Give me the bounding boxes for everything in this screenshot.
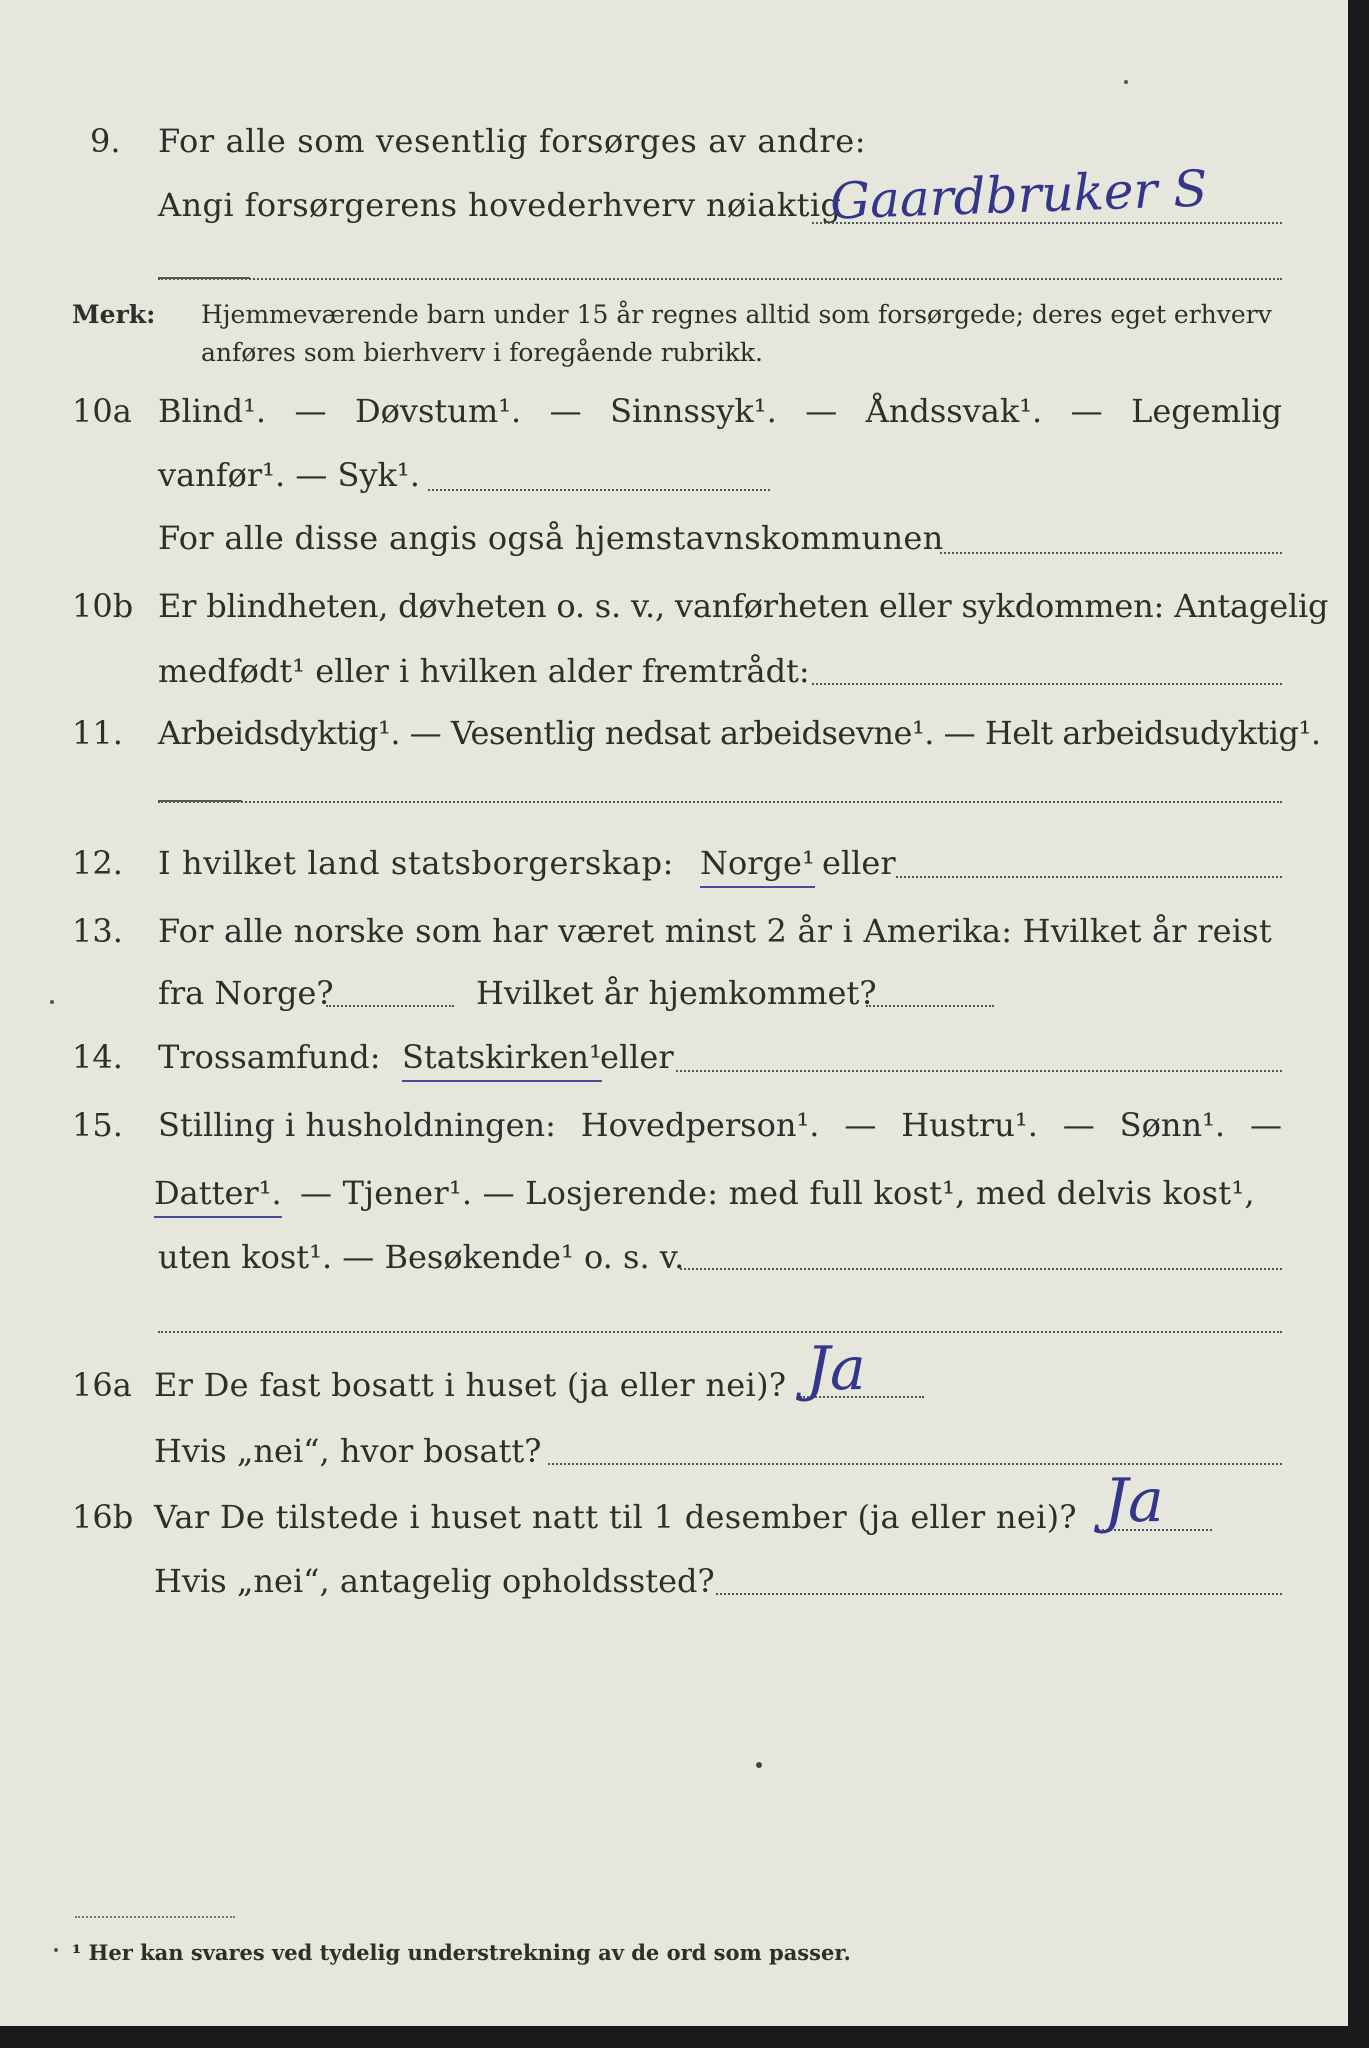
q12-number: 12. — [72, 844, 123, 882]
q11-text-line1: Arbeidsdyktig¹. — Vesentlig nedsat arbeidsevne¹. — Helt arbeidsudyktig¹. — [158, 714, 1321, 752]
footnote-separator — [75, 1916, 235, 1918]
q11-line1 — [0, 710, 1348, 756]
merk-body — [201, 296, 1281, 372]
q13-text-line1: For alle norske som har været minst 2 år i Amerika: Hvilket år reist — [158, 912, 1272, 950]
q13-line2 — [0, 970, 1348, 1016]
q10b-alder-line — [812, 683, 1282, 685]
q15-underlined: Datter¹. — [154, 1170, 282, 1218]
q15-dash-2: — — [1062, 1106, 1095, 1144]
q16b-handwritten-answer: Ja — [1104, 1466, 1164, 1536]
q12-line1 — [0, 840, 1348, 886]
q14-answer-line — [676, 1070, 1282, 1072]
q14-number: 14. — [72, 1038, 123, 1076]
merk-line2: anføres som bierhverv i foregående rubrikk. — [201, 338, 763, 367]
q10a-line1 — [0, 388, 1348, 434]
q12-prefix: I hvilket land statsborgerskap: — [158, 844, 675, 882]
q13-line1 — [0, 908, 1348, 954]
q16b-number: 16b — [72, 1498, 134, 1536]
q16a-number: 16a — [72, 1366, 132, 1404]
q16a-text-line1: Er De fast bosatt i huset (ja eller nei)? — [154, 1366, 787, 1404]
q10a-number: 10a — [72, 392, 132, 430]
q10b-text-line1: Er blindheten, døvheten o. s. v., vanførheten eller sykdommen: Antagelig — [158, 587, 1329, 625]
q10a-dash-1: — — [294, 392, 327, 430]
q10a-line3 — [0, 515, 1348, 561]
q9-text-line2: Angi forsørgerens hovederhverv nøiaktig — [158, 186, 842, 224]
q10a-opt-3: Sinnssyk¹. — [610, 392, 777, 430]
q12-answer-line — [896, 876, 1282, 878]
q10a-opt-4: Åndssvak¹. — [865, 392, 1043, 430]
q15-answer-line — [680, 1268, 1282, 1270]
q9-extra-line — [158, 278, 1282, 280]
speck-mark — [1124, 80, 1128, 84]
speck-mark — [54, 1948, 58, 1952]
q11-extra-line-start — [158, 800, 242, 802]
q10a-syk-line — [428, 489, 770, 491]
q15-dash-3: — — [1249, 1106, 1282, 1144]
q15-text-line2: — Tjener¹. — Losjerende: med full kost¹, med delvis kost¹, — [300, 1174, 1255, 1212]
q12-suffix: eller — [822, 844, 896, 882]
q15-opt-1: Stilling i husholdningen: — [158, 1106, 556, 1144]
q10a-opt-2: Døvstum¹. — [354, 392, 522, 430]
q10a-options — [158, 388, 1282, 434]
q9-text-line1: For alle som vesentlig forsørges av andre: — [158, 122, 867, 160]
q9-line1 — [0, 118, 1348, 164]
speck-mark — [756, 1762, 762, 1768]
q10a-opt-5: Legemlig — [1131, 392, 1282, 430]
q14-underlined: Statskirken¹ — [402, 1034, 602, 1082]
q16a-bosatt-line — [548, 1463, 1282, 1465]
q16b-line2 — [0, 1558, 1348, 1604]
q10b-number: 10b — [72, 587, 134, 625]
q11-extra-line — [158, 801, 1282, 803]
q10b-line1 — [0, 583, 1348, 629]
q10a-dash-2: — — [549, 392, 582, 430]
q13-reist-line — [326, 1005, 454, 1007]
q13-text-line2b: Hvilket år hjemkommet? — [476, 974, 877, 1012]
q16b-text-line2: Hvis „nei“, antagelig opholdssted? — [154, 1562, 715, 1600]
q15-number: 15. — [72, 1106, 123, 1144]
merk-label: Merk: — [72, 300, 156, 329]
q13-number: 13. — [72, 912, 123, 950]
q10b-text-line2: medfødt¹ eller i hvilken alder fremtrådt: — [158, 652, 810, 690]
q10a-text-line2: vanfør¹. — Syk¹. — [158, 456, 420, 494]
q10a-text-line3: For alle disse angis også hjemstavnskommunen — [158, 519, 944, 557]
q10b-line2 — [0, 648, 1348, 694]
q10a-kommune-line — [940, 552, 1282, 554]
q15-opt-4: Sønn¹. — [1119, 1106, 1226, 1144]
q16b-opholdssted-line — [716, 1593, 1282, 1595]
q15-opt-2: Hovedperson¹. — [580, 1106, 820, 1144]
q10a-line2 — [0, 452, 1348, 498]
q12-underlined: Norge¹ — [700, 840, 815, 888]
q15-extra-line — [158, 1331, 1282, 1333]
footnote: ¹ Her kan svares ved tydelig understrekning av de ord som passer. — [72, 1940, 851, 1965]
q15-options-line1 — [158, 1102, 1282, 1148]
q9-handwritten-answer: Gaardbruker S — [829, 159, 1209, 231]
q15-opt-3: Hustru¹. — [901, 1106, 1038, 1144]
q10a-opt-1: Blind¹. — [158, 392, 267, 430]
q15-line3 — [0, 1234, 1348, 1280]
q16a-handwritten-answer: Ja — [806, 1334, 866, 1404]
q9-extra-line-start — [158, 277, 250, 279]
q16a-text-line2: Hvis „nei“, hvor bosatt? — [154, 1432, 542, 1470]
q15-line1 — [0, 1102, 1348, 1148]
merk-line1: Hjemmeværende barn under 15 år regnes alltid som forsørgede; deres eget erhverv — [201, 300, 1272, 329]
q13-hjemkommet-line — [866, 1005, 994, 1007]
q16b-text-line1: Var De tilstede i huset natt til 1 desember (ja eller nei)? — [154, 1498, 1077, 1536]
q13-text-line2a: fra Norge? — [158, 974, 334, 1012]
q15-text-line3: uten kost¹. — Besøkende¹ o. s. v. — [158, 1238, 685, 1276]
q14-line1 — [0, 1034, 1348, 1080]
q15-dash-1: — — [844, 1106, 877, 1144]
q16a-line1 — [0, 1362, 1348, 1408]
q10a-dash-4: — — [1070, 392, 1103, 430]
q9-number: 9. — [90, 122, 121, 160]
q10a-dash-3: — — [805, 392, 838, 430]
q11-number: 11. — [72, 714, 123, 752]
q14-suffix: eller — [600, 1038, 674, 1076]
q14-prefix: Trossamfund: — [158, 1038, 381, 1076]
q15-line2 — [0, 1170, 1348, 1216]
speck-mark — [50, 1000, 54, 1004]
